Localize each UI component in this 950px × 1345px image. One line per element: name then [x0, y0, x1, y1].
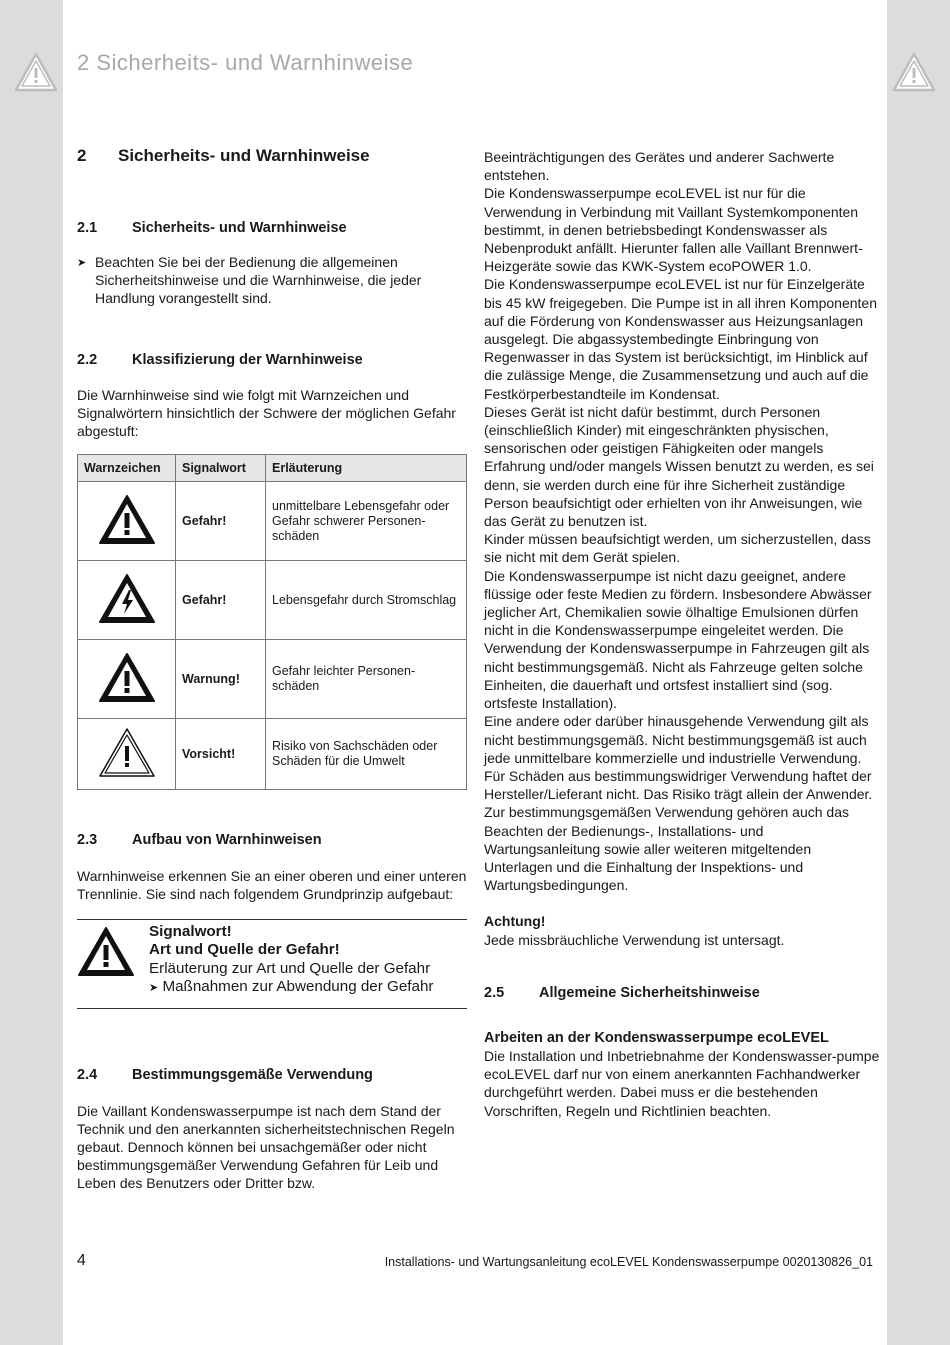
section-2-5-subheading: Arbeiten an der Kondenswasserpumpe ecoLEVEL — [484, 1029, 829, 1046]
paragraph: Dieses Gerät ist nicht dafür bestimmt, durch Personen (einschließlich Kinder) mit eingeschränkten physischen, sensorischen oder geistigen Fähigkeiten oder mangels Erfahrung und/oder mangels Wissen benutzt zu werden, es sei denn, sie werden durch eine für ihre Sicherheit zuständige Person beaufsichtigt oder erhielten von ihr Anweisungen, wie das Gerät zu benutzen ist. — [484, 403, 874, 530]
section-2-3-heading: 2.3 Aufbau von Warnhinweisen — [77, 832, 322, 849]
margin-warning-icon-left — [14, 52, 58, 92]
table-header: Signalwort — [176, 455, 266, 482]
running-head: 2 Sicherheits- und Warnhinweise — [77, 50, 414, 75]
table-row — [78, 561, 467, 640]
section-2-2-heading: 2.2 Klassifizierung der Warnhinweise — [77, 351, 363, 368]
section-2-1-heading: 2.1 Sicherheits- und Warnhinweise — [77, 220, 347, 236]
section-2-heading: 2 Sicherheits- und Warnhinweise — [77, 146, 370, 165]
exclamation-warning-icon — [98, 652, 156, 704]
explanation: Risiko von Sachschäden oder Schäden für die Umwelt — [266, 719, 467, 790]
table-header: Warnzeichen — [78, 455, 176, 482]
table-row — [78, 640, 467, 719]
paragraph: Die Kondenswasserpumpe ecoLEVEL ist nur für die Verwendung in Verbindung mit Vaillant Systemkomponenten bestimmt, in denen betriebsbedingt Kondenswasser als Nebenprodukt anfällt. Hierunter fallen alle Vaillant Brennwert-Heizgeräte sowie das KWK-System ecoPOWER 1.0. — [484, 185, 863, 275]
section-2-2-intro: Die Warnhinweise sind wie folgt mit Warnzeichen und Signalwörtern hinsichtlich der Schwere der möglichen Gefahr abgestuft: — [77, 386, 456, 440]
example-danger-type: Art und Quelle der Gefahr! — [149, 941, 340, 959]
explanation: unmittelbare Lebensgefahr oder Gefahr schwerer Personen-schäden — [266, 482, 467, 561]
signal-word: Gefahr! — [176, 482, 266, 561]
attention-text: Jede missbräuchliche Verwendung ist untersagt. — [484, 931, 785, 948]
section-2-5-heading: 2.5 Allgemeine Sicherheitshinweise — [484, 984, 760, 1001]
explanation: Gefahr leichter Personen-schäden — [266, 640, 467, 719]
signal-word: Warnung! — [176, 640, 266, 719]
arrow-bullet-icon: ➤ — [149, 982, 159, 995]
section-2-3-intro: Warnhinweise erkennen Sie an einer oberen und einer unteren Trennlinie. Sie sind nach folgendem Grundprinzip aufgebaut: — [77, 868, 467, 903]
instruction-bullet: ➤ Beachten Sie bei der Bedienung die allgemeinen Sicherheitshinweise und die Warnhinweise, die jeder Handlung vorangestellt sind. — [77, 254, 422, 307]
table-row — [78, 482, 467, 561]
attention-label: Achtung! — [484, 913, 546, 930]
example-measure: ➤ Maßnahmen zur Abwendung der Gefahr — [149, 978, 434, 996]
paragraph: Die Kondenswasserpumpe ecoLEVEL ist nur für Einzelgeräte bis 45 kW freigegeben. Die Pumpe ist in all ihren Komponenten auf die Förderung von Kondenswasser aus Heizungsanlagen ausgelegt. Die abgassystembedingte Einbringung von Regenwasser in das System ist berücksichtigt, im Hinblick auf die zulässige Menge, die Zusammensetzung und auch auf die Festkörperbestandteile im Kondensat. — [484, 276, 877, 402]
signal-word: Gefahr! — [176, 561, 266, 640]
table-header-row — [78, 455, 467, 482]
paragraph: Zur bestimmungsgemäßen Verwendung gehören auch das Beachten der Bedienungs-, Installations- und Wartungsanleitung sowie aller weiteren mitgeltenden Unterlagen und die Einhaltung der Inspektions- und Wartungsbedingungen. — [484, 804, 849, 894]
explanation: Lebensgefahr durch Stromschlag — [266, 561, 467, 640]
paragraph: Die Kondenswasserpumpe ist nicht dazu geeignet, andere flüssige oder feste Medien zu fördern. Insbesondere Abwässer jeglicher Art, Chemikalien sowie ölhaltige Emulsionen dürfen nicht in die Kondenswasserpumpe eingeleitet werden. Die Verwendung der Kondenswasserpumpe in Fahrzeugen gilt als nicht bestimmungsgemäß. Nicht als Fahrzeuge gelten solche Einheiten, die dauerhaft und ortsfest installiert sind (sog. ortsfeste Installation). — [484, 567, 872, 712]
outline-exclamation-warning-icon — [98, 727, 156, 779]
signal-word: Vorsicht! — [176, 719, 266, 790]
section-2-4-heading: 2.4 Bestimmungsgemäße Verwendung — [77, 1066, 373, 1083]
paragraph: Eine andere oder darüber hinausgehende Verwendung gilt als nicht bestimmungsgemäß. Nicht bestimmungsgemäß ist auch jede unmittelbare kommerzielle und industrielle Verwendung. Für Schäden aus bestimmungswidriger Verwendung haftet der Hersteller/Lieferant nicht. Das Risiko trägt allein der Anwender. — [484, 713, 873, 803]
example-signal-word: Signalwort! — [149, 922, 232, 940]
section-2-4-text: Die Vaillant Kondenswasserpumpe ist nach dem Stand der Technik und den anerkannten sicherheitstechnischen Regeln gebaut. Dennoch können bei unsachgemäßer oder nicht bestimmungsgemäßer Verwendung Gefahren für Leib und Leben des Benutzers oder Dritter bzw. — [77, 1102, 455, 1192]
arrow-bullet-icon: ➤ — [77, 257, 87, 269]
margin-warning-icon-right — [892, 52, 936, 92]
paragraph: Beeinträchtigungen des Gerätes und anderer Sachwerte entstehen. — [484, 149, 835, 184]
section-2-5-text: Die Installation und Inbetriebnahme der Kondenswasser-pumpe ecoLEVEL darf nur von einem anerkannten Fachhandwerker durchgeführt werden. Dabei muss er die bestehenden Vorschriften, Regeln und Richtlinien beachten. — [484, 1047, 880, 1119]
table-header: Erläuterung — [266, 455, 467, 482]
exclamation-warning-icon — [98, 494, 156, 546]
left-column — [77, 146, 467, 1193]
example-explanation: Erläuterung zur Art und Quelle der Gefahr — [149, 959, 431, 977]
right-column — [484, 148, 880, 1120]
exclamation-warning-icon — [77, 926, 135, 978]
page-number: 4 — [77, 1252, 86, 1269]
warning-structure-example — [77, 919, 467, 1009]
electric-shock-warning-icon — [98, 573, 156, 625]
warning-classification-table — [77, 454, 467, 790]
paragraph: Kinder müssen beaufsichtigt werden, um sicherzustellen, dass sie nicht mit dem Gerät spielen. — [484, 531, 871, 566]
table-row — [78, 719, 467, 790]
footer-text: Installations- und Wartungsanleitung ecoLEVEL Kondenswasserpumpe 0020130826_01 — [384, 1255, 873, 1269]
